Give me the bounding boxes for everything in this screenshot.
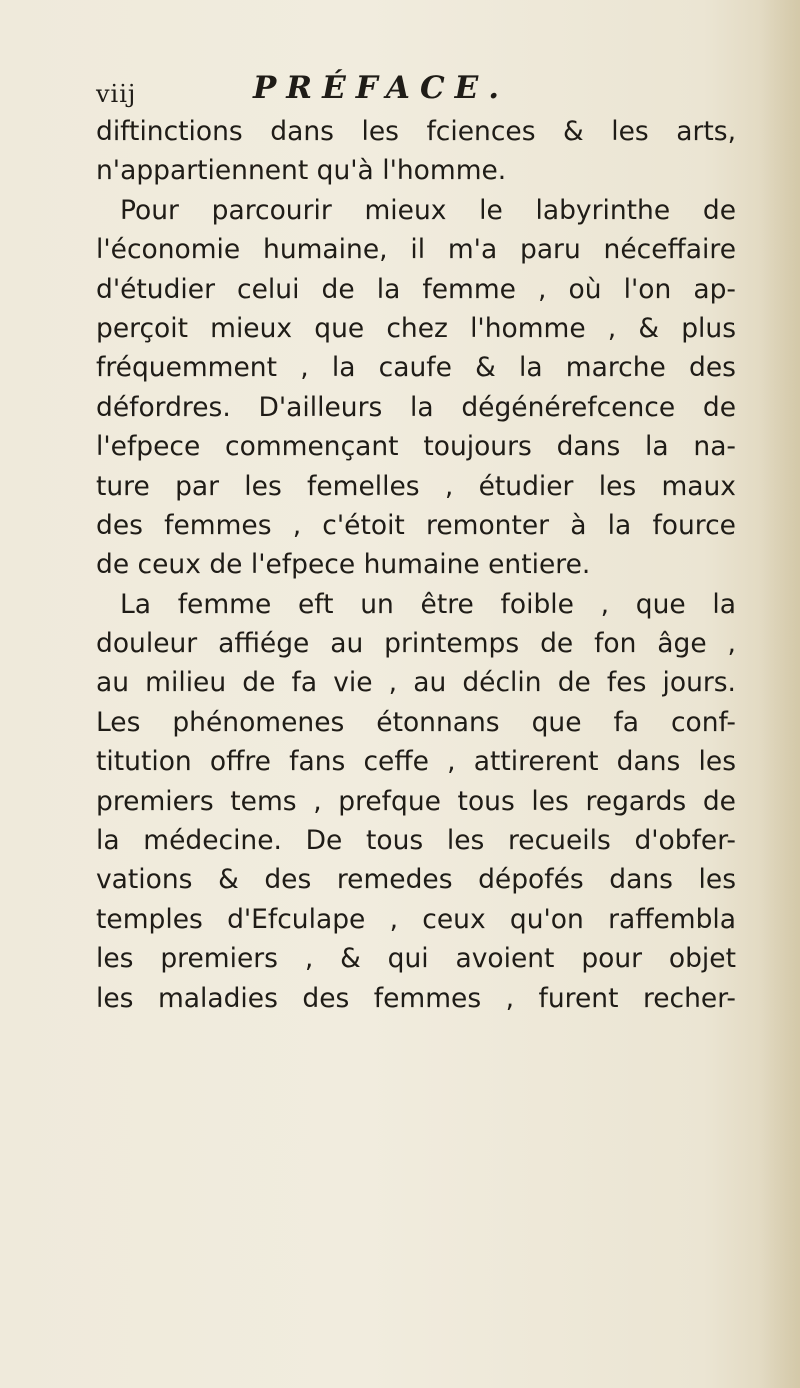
text-line: au milieu de fa vie , au déclin de fes jours. <box>96 667 736 699</box>
text-line: l'économie humaine, il m'a paru néceffaire <box>96 234 736 266</box>
text-line: des femmes , c'étoit remonter à la fource <box>96 509 736 541</box>
text-line: défordres. D'ailleurs la dégénérefcence de <box>96 391 736 423</box>
text-line: ture par les femelles , étudier les maux <box>96 470 736 502</box>
text-line: d'étudier celui de la femme , où l'on ap- <box>96 273 736 305</box>
text-line: Les phénomenes étonnans que fa conf- <box>96 706 736 738</box>
text-line: perçoit mieux que chez l'homme , & plus <box>96 312 736 344</box>
text-line: l'efpece commençant toujours dans la na- <box>96 431 736 463</box>
page-number: viij <box>96 80 137 108</box>
page-header <box>96 70 656 114</box>
text-line: temples d'Efculape , ceux qu'on raffembla <box>96 903 736 935</box>
text-line: fréquemment , la caufe & la marche des <box>96 352 736 384</box>
body-text <box>96 112 736 1018</box>
text-line: La femme eft un être foible , que la <box>120 588 736 620</box>
text-line: de ceux de l'efpece humaine entiere. <box>96 549 591 581</box>
text-line: titution offre fans ceffe , attirerent dans les <box>96 746 736 778</box>
running-title: PRÉFACE. <box>253 70 510 106</box>
text-line: la médecine. De tous les recueils d'obfer- <box>96 825 736 857</box>
text-line: les maladies des femmes , furent recher- <box>96 982 736 1014</box>
text-line: premiers tems , prefque tous les regards de <box>96 785 736 817</box>
text-line: diftinctions dans les fciences & les arts, <box>96 116 736 147</box>
text-line: les premiers , & qui avoient pour objet <box>96 943 736 975</box>
text-line: Pour parcourir mieux le labyrinthe de <box>120 194 736 226</box>
page-edge-shadow <box>760 0 800 1388</box>
text-line: douleur affiége au printemps de fon âge , <box>96 628 736 660</box>
text-line: n'appartiennent qu'à l'homme. <box>96 155 507 187</box>
text-line: vations & des remedes dépofés dans les <box>96 864 736 896</box>
